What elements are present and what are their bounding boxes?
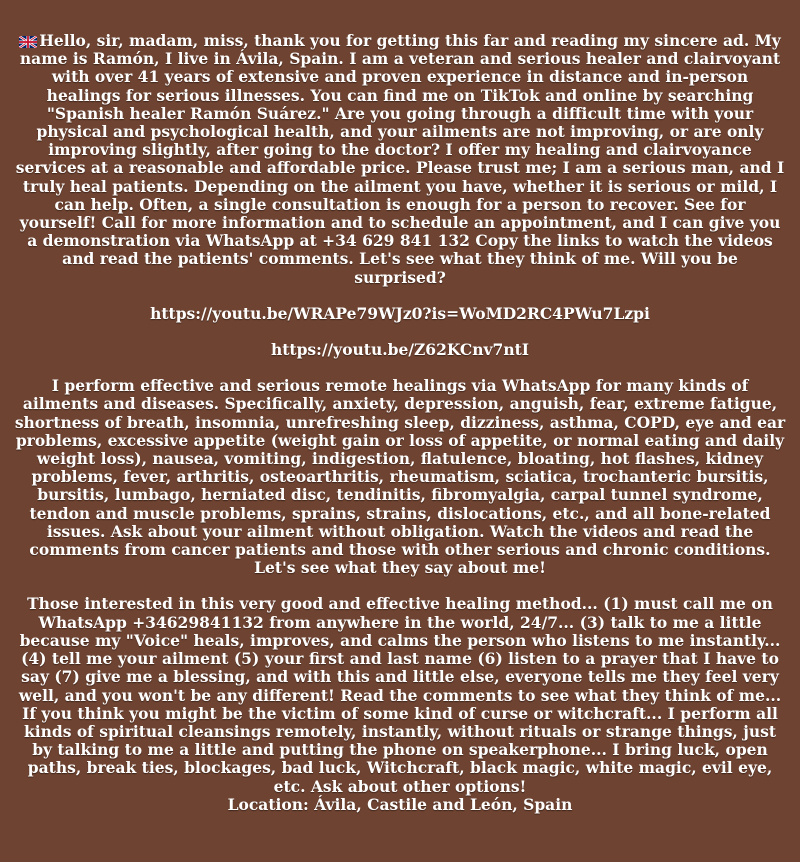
healings-paragraph: I perform effective and serious remote healings via WhatsApp for many kinds of ailments and diseases. Specifically, anxiety, depression, anguish, fear, extreme fatigue, shortness of breath, insomnia, unrefreshing sleep, dizziness, asthma, COPD, eye and ear problems, excessive appetite (weight gain or loss of appetite, or normal eating and daily weight loss), nausea, vomiting, indigestion, flatulence, bloating, hot flashes, kidney problems, fever, arthritis, osteoarthritis, rheumatism, sciatica, trochanteric bursitis, bursitis, lumbago, herniated disc, tendinitis, fibromyalgia, carpal tunnel syndrome, tendon and muscle problems, sprains, strains, dislocations, etc., and all bone-related issues. Ask about your ailment without obligation. Watch the videos and read the comments from cancer patients and those with other serious and chronic conditions. Let's see what they say about me! [14,376,786,578]
uk-flag-icon [19,36,37,48]
method-text: Those interested in this very good and effective healing method... (1) must call me on WhatsApp +34629841132 from anywhere in the world, 24/7... (3) talk to me a little because my "Voice" heals, improves, and calms the person who listens to me instantly... (4) tell me your ailment (5) your first and last name (6) listen to a prayer that I have to say (7) give me a blessing, and with this and little else, everyone tells me they feel very well, and you won't be any different! Read the comments to see what they think of me... If you think you might be the victim of some kind of curse or witchcraft... I perform all kinds of spiritual cleansings remotely, instantly, without rituals or strange things, just by talking to me a little and putting the phone on speakerphone... I bring luck, open paths, break ties, blockages, bad luck, Witchcraft, black magic, white magic, evil eye, etc. Ask about other options! [18,594,782,796]
video-link-1[interactable]: https://youtu.be/WRAPe79WJz0?is=WoMD2RC4PWu7Lzpi [150,303,650,323]
method-paragraph [14,595,786,813]
location-text: Location: Ávila, Castile and León, Spain [227,794,573,814]
video-link-2[interactable]: https://youtu.be/Z62KCnv7ntI [270,340,529,360]
intro-text: Hello, sir, madam, miss, thank you for getting this far and reading my sincere ad. My name is Ramón, I live in Ávila, Spain. I am a veteran and serious healer and clairvoyant with over 41 years of extensive and proven experience in distance and in-person healings for serious illnesses. You can find me on TikTok and online by searching "Spanish healer Ramón Suárez." Are you going through a difficult time with your physical and psychological health, and your ailments are not improving, or are only improving slightly, after going to the doctor? I offer my healing and clairvoyance services at a reasonable and affordable price. Please trust me; I am a serious man, and I truly heal patients. Depending on the ailment you have, whether it is serious or mild, I can help. Often, a single consultation is enough for a person to recover. See for yourself! Call for more information and to schedule an appointment, and I can give you a demonstration via WhatsApp at +34 629 841 132 Copy the links to watch the videos and read the patients' comments. Let's see what they think of me. Will you be surprised? [15,31,785,287]
intro-paragraph [14,32,786,287]
